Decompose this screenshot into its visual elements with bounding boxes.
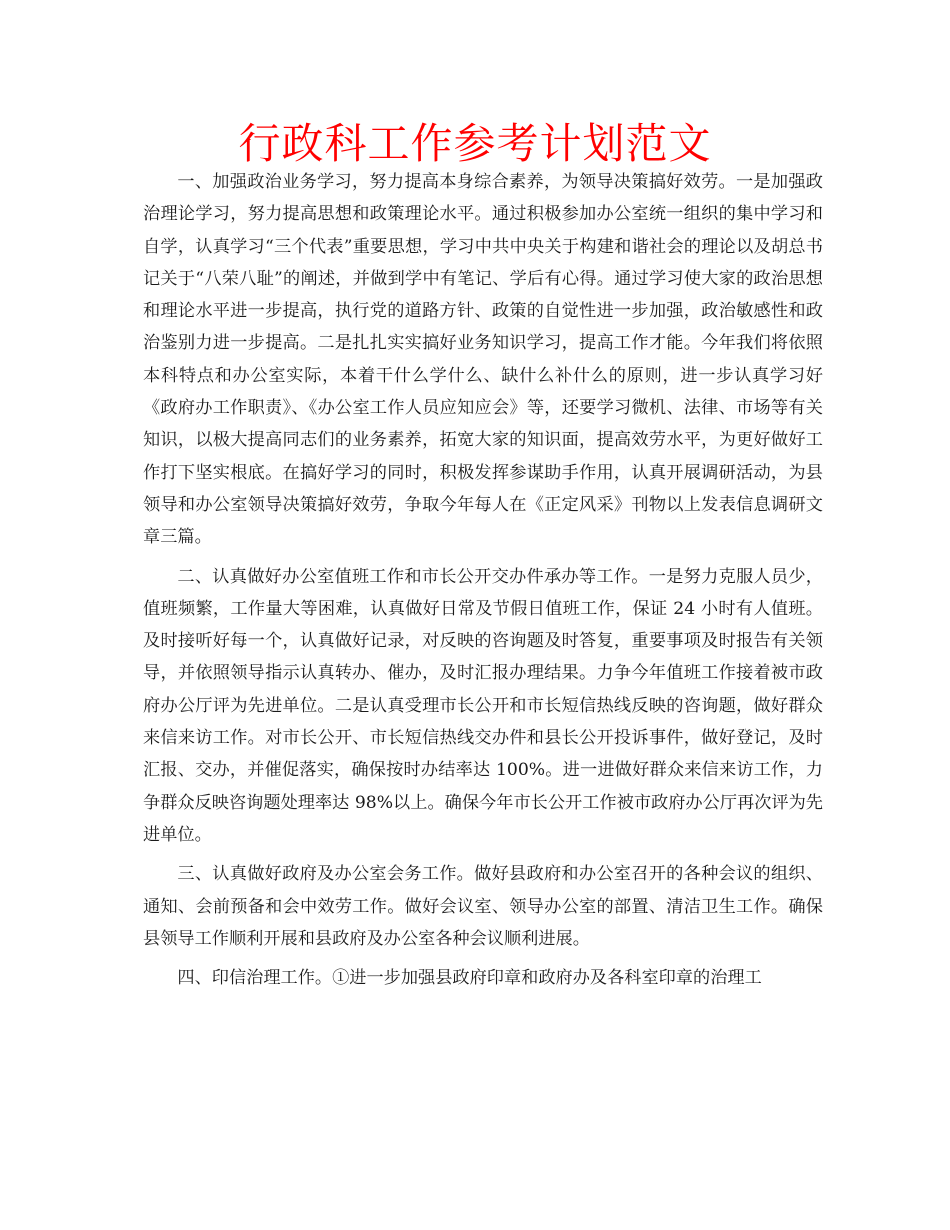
paragraph-4: 四、印信治理工作。①进一步加强县政府印章和政府办及各科室印章的治理工 — [177, 968, 762, 989]
document-title: 行政科工作参考计划范文 — [238, 119, 712, 168]
paragraph-3: 三、认真做好政府及办公室会务工作。做好县政府和办公室召开的各种会议的组织、通知、会前预备和会中效劳工作。做好会议室、领导办公室的部置、清洁卫生工作。确保县领导工作顺利开展和县政府及办公室各种会议顺利进展。 — [143, 864, 823, 949]
paragraph-2: 二、认真做好办公室值班工作和市长公开交办件承办等工作。一是努力克服人员少，值班频繁，工作量大等困难，认真做好日常及节假日值班工作，保证 24 小时有人值班。及时接听好每一个，认真做好记录，对反映的咨询题及时答复，重要事项及时报告有关领导，并依照领导指示认真转办、催办，及时汇报办理结果。力争今年值班工作接着被市政府办公厅评为先进单位。二是认真受理市长公开和市长短信热线反映的咨询题，做好群众来信来访工作。对市长公开、市长短信热线交办件和县长公开投诉事件，做好登记，及时汇报、交办，并催促落实，确保按时办结率达 100%。进一进做好群众来信来访工作，力争群众反映咨询题处理率达 98%以上。确保今年市长公开工作被市政府办公厅再次评为先进单位。 — [143, 566, 823, 845]
paragraph-1: 一、加强政治业务学习，努力提高本身综合素养，为领导决策搞好效劳。一是加强政治理论学习，努力提高思想和政策理论水平。通过积极参加办公室统一组织的集中学习和自学，认真学习“三个代表”重要思想，学习中共中央关于构建和谐社会的理论以及胡总书记关于“八荣八耻”的阐述，并做到学中有笔记、学后有心得。通过学习使大家的政治思想和理论水平进一步提高，执行党的道路方针、政策的自觉性进一步加强，政治敏感性和政治鉴别力进一步提高。二是扎扎实实搞好业务知识学习，提高工作才能。今年我们将依照本科特点和办公室实际，本着干什么学什么、缺什么补什么的原则，进一步认真学习好《政府办工作职责》、《办公室工作人员应知应会》等，还要学习微机、法律、市场等有关知识，以极大提高同志们的业务素养，拓宽大家的知识面，提高效劳水平，为更好做好工作打下坚实根底。在搞好学习的同时，积极发挥参谋助手作用，认真开展调研活动，为县领导和办公室领导决策搞好效劳，争取今年每人在《正定风采》刊物以上发表信息调研文章三篇。 — [143, 172, 823, 548]
document-body — [143, 166, 823, 1001]
